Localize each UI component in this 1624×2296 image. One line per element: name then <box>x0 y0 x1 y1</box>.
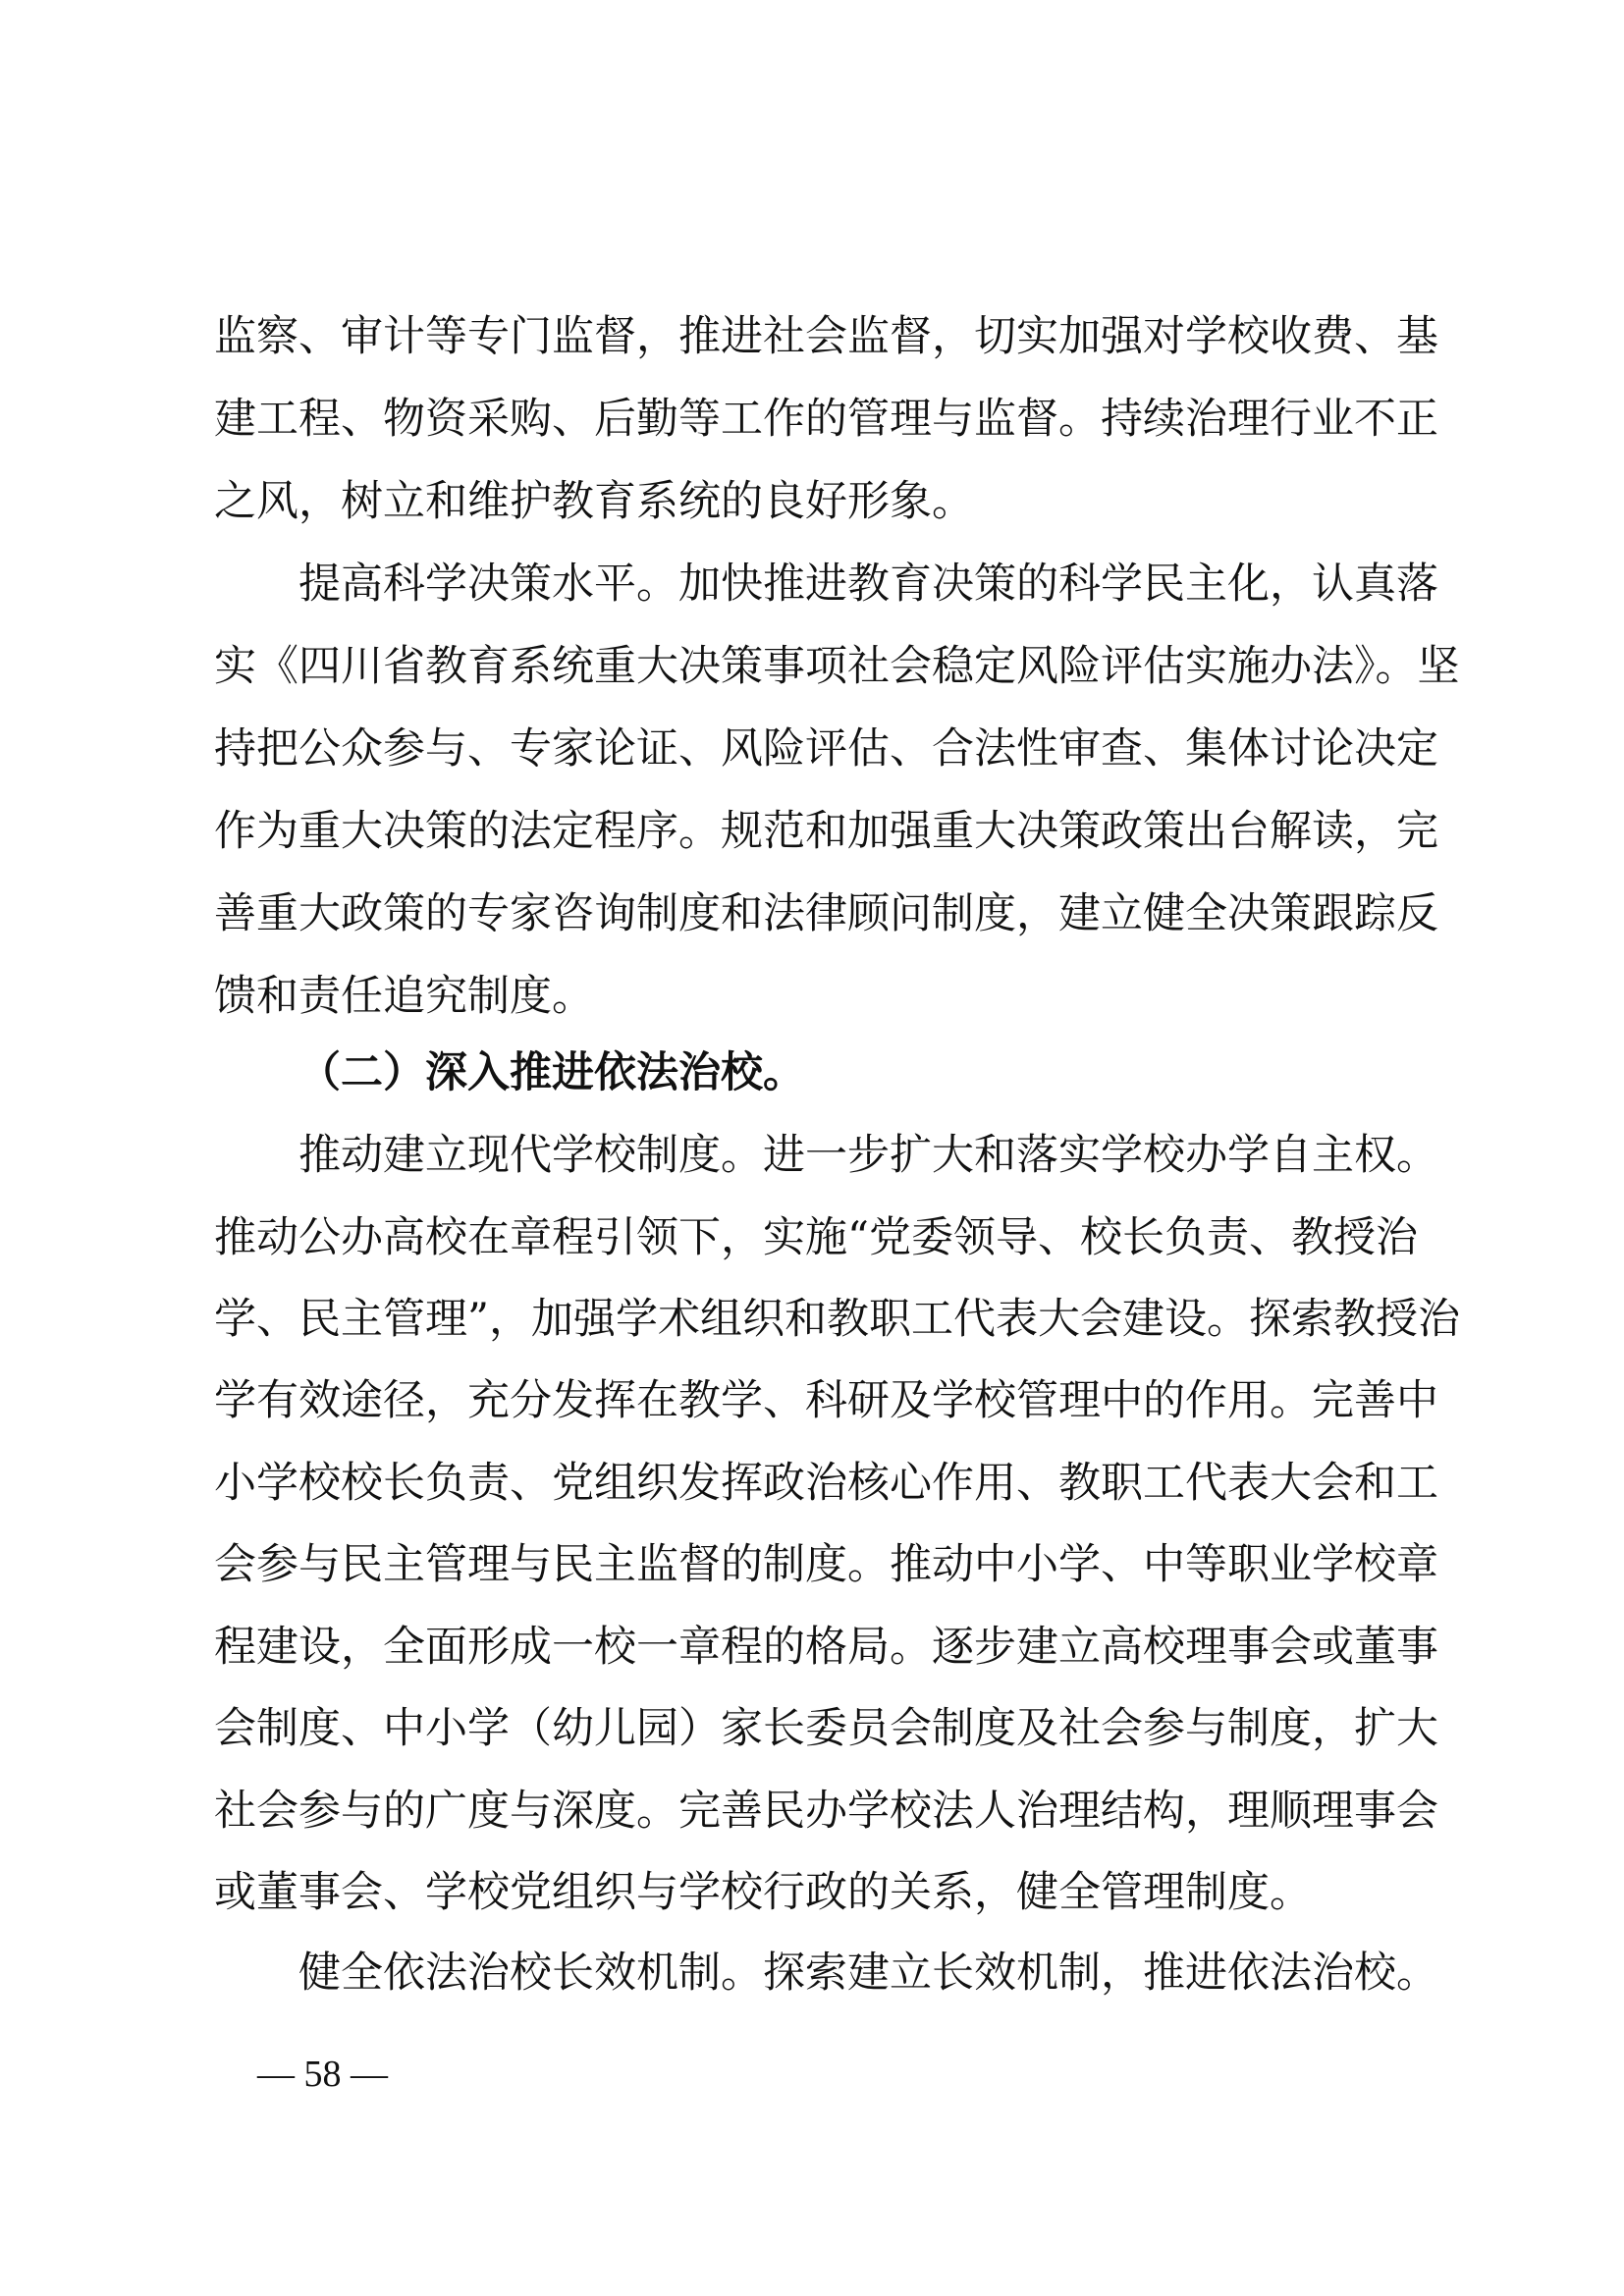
paragraph-line: 建工程、物资采购、后勤等工作的管理与监督。持续治理行业不正 <box>214 395 1438 444</box>
paragraph-line: 提高科学决策水平。加快推进教育决策的科学民主化，认真落 <box>298 560 1438 609</box>
paragraph-line: 之风，树立和维护教育系统的良好形象。 <box>214 477 974 526</box>
paragraph-line: 会制度、中小学（幼儿园）家长委员会制度及社会参与制度，扩大 <box>214 1704 1438 1753</box>
paragraph-line: 作为重大决策的法定程序。规范和加强重大决策政策出台解读，完 <box>214 807 1438 856</box>
paragraph-line: 善重大政策的专家咨询制度和法律顾问制度，建立健全决策跟踪反 <box>214 889 1438 938</box>
paragraph-line: 社会参与的广度与深度。完善民办学校法人治理结构，理顺理事会 <box>214 1787 1438 1836</box>
paragraph-line: 学、民主管理”，加强学术组织和教职工代表大会建设。探索教授治 <box>214 1295 1460 1344</box>
paragraph-line: 学有效途径，充分发挥在教学、科研及学校管理中的作用。完善中 <box>214 1376 1438 1425</box>
paragraph-line: 会参与民主管理与民主监督的制度。推动中小学、中等职业学校章 <box>214 1540 1438 1589</box>
paragraph-line: 实《四川省教育系统重大决策事项社会稳定风险评估实施办法》。坚 <box>214 642 1460 691</box>
paragraph-line: 小学校校长负责、党组织发挥政治核心作用、教职工代表大会和工 <box>214 1459 1438 1508</box>
paragraph-line: 程建设，全面形成一校一章程的格局。逐步建立高校理事会或董事 <box>214 1623 1438 1672</box>
page-number: — 58 — <box>257 2054 388 2095</box>
paragraph-line: 推动公办高校在章程引领下，实施“党委领导、校长负责、教授治 <box>214 1213 1418 1262</box>
paragraph-line: 健全依法治校长效机制。探索建立长效机制，推进依法治校。 <box>298 1949 1438 1998</box>
paragraph-line: 推动建立现代学校制度。进一步扩大和落实学校办学自主权。 <box>298 1131 1438 1180</box>
paragraph-line: 或董事会、学校党组织与学校行政的关系，健全管理制度。 <box>214 1868 1312 1917</box>
paragraph-line: 持把公众参与、专家论证、风险评估、合法性审查、集体讨论决定 <box>214 724 1438 774</box>
section-heading: （二）深入推进依法治校。 <box>298 1048 805 1097</box>
paragraph-line: 监察、审计等专门监督，推进社会监督，切实加强对学校收费、基 <box>214 312 1438 361</box>
paragraph-line: 馈和责任追究制度。 <box>214 972 594 1021</box>
